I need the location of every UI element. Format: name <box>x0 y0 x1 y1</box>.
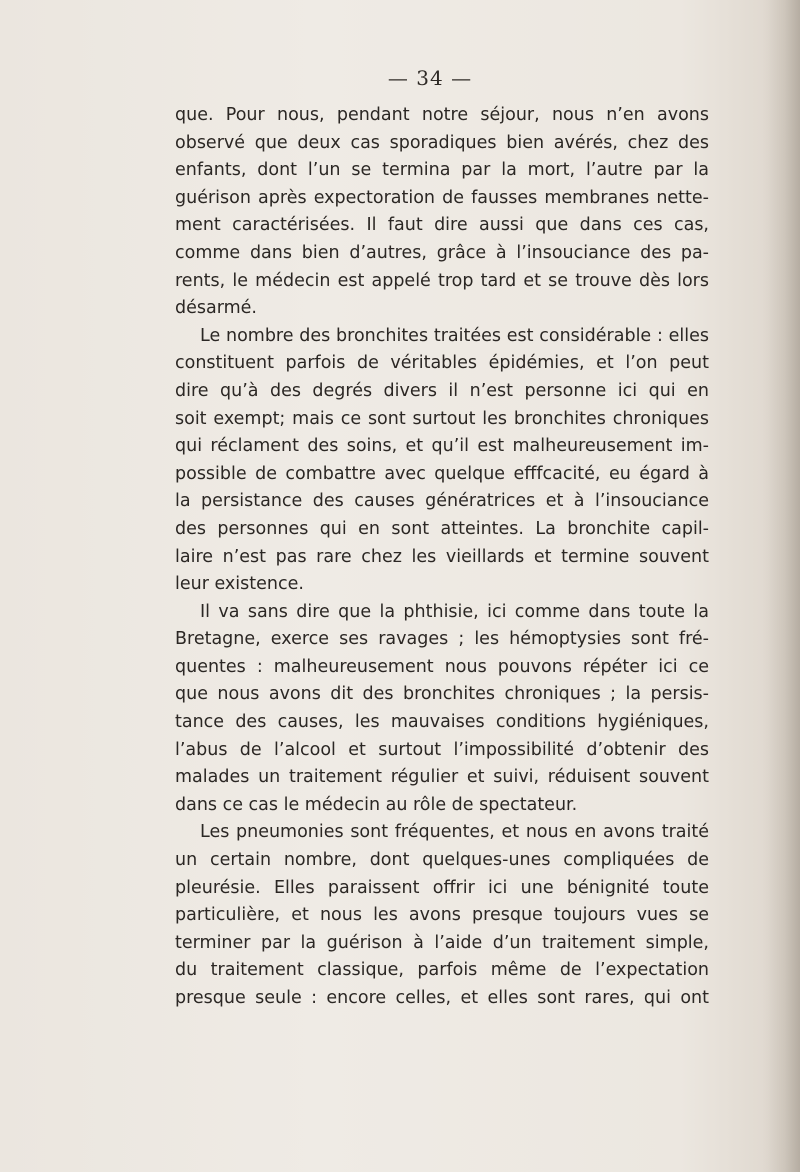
text-line: tance des causes, les mauvaises conditions hygiéniques, <box>175 712 709 733</box>
text-line: Bretagne, exerce ses ravages ; les hémoptysies sont fré- <box>175 629 709 650</box>
body-text <box>175 102 709 1013</box>
text-line: que. Pour nous, pendant notre séjour, nous n’en avons <box>175 105 709 125</box>
text-line: laire n’est pas rare chez les vieillards et termine souvent <box>175 546 709 567</box>
text-line: dans ce cas le médecin au rôle de spectateur. <box>175 794 578 815</box>
text-line: comme dans bien d’autres, grâce à l’insouciance des pa- <box>175 242 709 263</box>
text-line: possible de combattre avec quelque efffcacité, eu égard à <box>175 463 709 484</box>
paragraph-3 <box>175 599 709 820</box>
text-line: du traitement classique, parfois même de l’expectation <box>175 960 709 981</box>
text-line: Il va sans dire que la phthisie, ici comme dans toute la <box>200 601 709 622</box>
text-line: terminer par la guérison à l’aide d’un traitement simple, <box>175 932 709 953</box>
text-line: constituent parfois de véritables épidémies, et l’on peut <box>175 353 709 374</box>
text-line: la persistance des causes génératrices et à l’insouciance <box>175 491 709 512</box>
text-line: dire qu’à des degrés divers il n’est personne ici qui en <box>175 380 709 401</box>
page-edge-shadow <box>762 0 800 1172</box>
text-line: l’abus de l’alcool et surtout l’impossibilité d’obtenir des <box>175 739 709 760</box>
text-line: leur existence. <box>175 574 304 595</box>
paragraph-4 <box>175 819 709 1012</box>
paragraph-2 <box>175 323 709 599</box>
text-line: malades un traitement régulier et suivi, réduisent souvent <box>175 767 709 788</box>
text-line: qui réclament des soins, et qu’il est malheureusement im- <box>175 436 709 457</box>
text-line: quentes : malheureusement nous pouvons répéter ici ce <box>175 656 709 677</box>
text-line: guérison après expectoration de fausses membranes nette- <box>175 187 709 208</box>
page-number: — 34 — <box>387 66 473 90</box>
text-line: des personnes qui en sont atteintes. La bronchite capil- <box>175 518 709 539</box>
text-line: presque seule : encore celles, et elles sont rares, qui ont <box>175 988 709 1008</box>
text-line: que nous avons dit des bronchites chroniques ; la persis- <box>175 684 709 705</box>
text-line: particulière, et nous les avons presque toujours vues se <box>175 905 709 926</box>
text-line: enfants, dont l’un se termina par la mort, l’autre par la <box>175 160 709 181</box>
text-line: observé que deux cas sporadiques bien avérés, chez des <box>175 132 709 153</box>
text-line: désarmé. <box>175 298 257 319</box>
paragraph-1 <box>175 102 709 323</box>
text-line: pleurésie. Elles paraissent offrir ici une bénignité toute <box>175 877 709 898</box>
text-line: soit exempt; mais ce sont surtout les bronchites chroniques <box>175 408 709 429</box>
text-line: rents, le médecin est appelé trop tard et se trouve dès lors <box>175 270 709 291</box>
text-line: ment caractérisées. Il faut dire aussi que dans ces cas, <box>175 215 709 236</box>
text-line: Les pneumonies sont fréquentes, et nous en avons traité <box>200 822 709 843</box>
text-line: Le nombre des bronchites traitées est considérable : elles <box>200 325 709 346</box>
text-line: un certain nombre, dont quelques-unes compliquées de <box>175 850 709 871</box>
